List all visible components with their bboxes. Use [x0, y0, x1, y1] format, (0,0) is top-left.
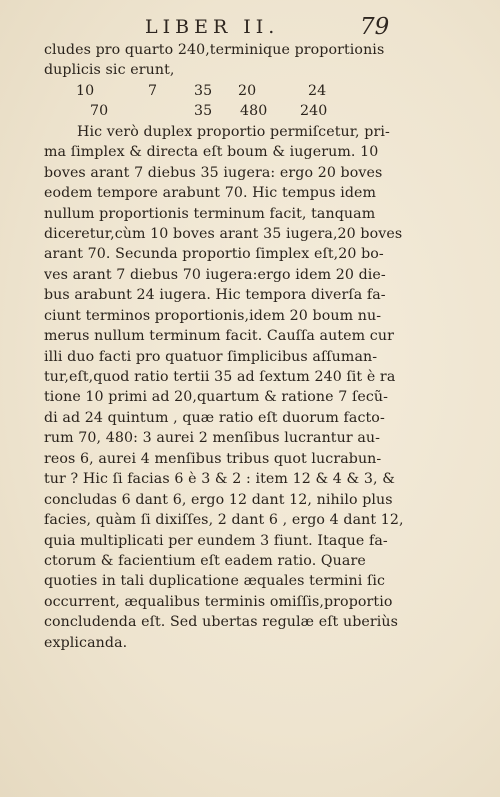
proportion-row-2 — [44, 101, 444, 121]
text-line: bus arabunt 24 iugera. Hic tempora diverſa fa- — [44, 287, 386, 304]
text-line: concludenda eſt. Sed ubertas regulæ eſt uberiùs — [44, 614, 399, 631]
text-line: cludes pro quarto 240,terminique proportionis — [44, 42, 385, 58]
text-line: diceretur,cùm 10 boves arant 35 iugera,20 boves — [44, 225, 403, 242]
table-cell: 35 — [194, 103, 213, 120]
text-line: illi duo facti pro quatuor ſimplicibus aſſuman- — [44, 348, 378, 365]
text-line: eodem tempore arabunt 70. Hic tempus idem — [44, 185, 377, 202]
text-line: nullum proportionis terminum facit, tanquam — [44, 205, 376, 222]
text-line: quoties in tali duplicatione æquales termini ſic — [44, 573, 386, 590]
table-cell: 480 — [240, 103, 268, 120]
table-cell: 10 — [76, 82, 95, 99]
running-head — [0, 14, 500, 40]
body-text — [44, 40, 444, 653]
proportion-row-1 — [44, 81, 444, 101]
text-line: ctorum & facientium eſt eadem ratio. Quare — [44, 552, 366, 569]
table-cell: 240 — [300, 103, 328, 120]
table-cell: 24 — [308, 82, 327, 99]
text-line: explicanda. — [44, 634, 128, 651]
text-line: duplicis sic erunt, — [44, 62, 175, 79]
text-line: ciunt terminos proportionis,idem 20 boum nu- — [44, 307, 382, 324]
text-line: occurrent, æqualibus terminis omiſſis,proportio — [44, 593, 393, 610]
table-cell: 70 — [90, 103, 109, 120]
text-line: ves arant 7 diebus 70 iugera:ergo idem 20 die- — [44, 266, 386, 283]
text-line: boves arant 7 diebus 35 iugera: ergo 20 boves — [44, 164, 383, 181]
page-number: 79 — [360, 14, 390, 40]
text-line: di ad 24 quintum , quæ ratio eſt duorum facto- — [44, 409, 385, 426]
text-line: Hic verò duplex proportio permiſcetur, pri- — [77, 123, 390, 140]
running-title: LIBER II. — [145, 16, 280, 38]
table-cell: 35 — [194, 82, 213, 99]
text-line: facies, quàm ſi dixiſſes, 2 dant 6 , ergo 4 dant 12, — [44, 512, 404, 529]
text-line: tione 10 primi ad 20,quartum & ratione 7 ſecũ- — [44, 389, 389, 406]
table-cell: 20 — [238, 82, 257, 99]
text-line: tur ? Hic ſi facias 6 è 3 & 2 : item 12 & 4 & 3, & — [44, 471, 395, 488]
table-cell: 7 — [148, 82, 158, 99]
text-line: rum 70, 480: 3 aurei 2 menſibus lucrantur au- — [44, 430, 381, 447]
text-line: ma ſimplex & directa eſt boum & iugerum. 10 — [44, 144, 379, 161]
text-line: merus nullum terminum facit. Cauſſa autem cur — [44, 328, 394, 345]
text-line: concludas 6 dant 6, ergo 12 dant 12, nihilo plus — [44, 491, 393, 508]
text-line: arant 70. Secunda proportio ſimplex eſt,20 bo- — [44, 246, 384, 263]
text-line: quia multiplicati per eundem 3 fiunt. Itaque fa- — [44, 532, 388, 549]
text-line: reos 6, aurei 4 menſibus tribus quot lucrabun- — [44, 450, 382, 467]
text-line: tur,eſt,quod ratio tertii 35 ad ſextum 240 ſit è ra — [44, 369, 396, 385]
